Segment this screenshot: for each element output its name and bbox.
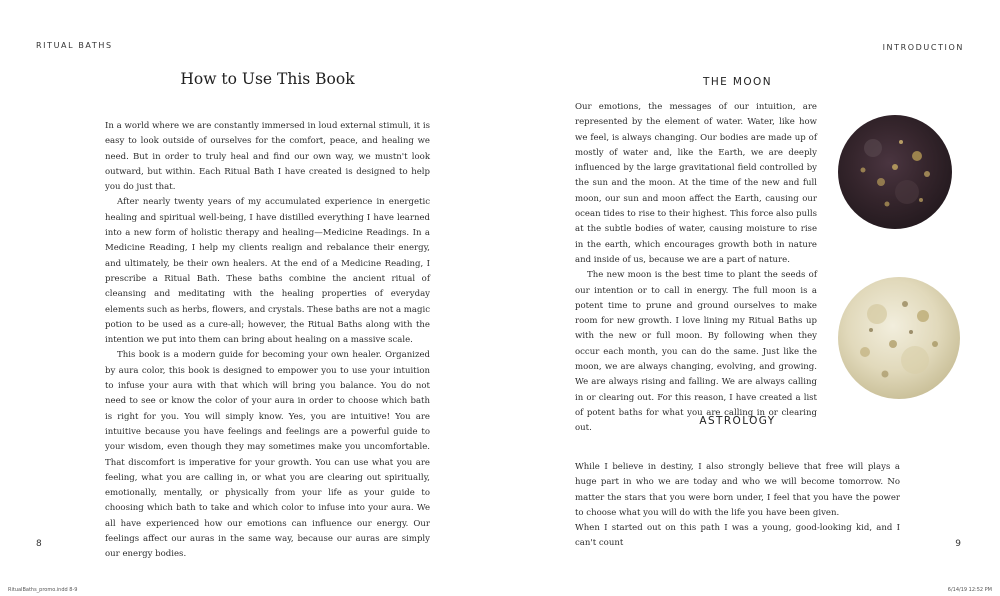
section-heading-astrology: ASTROLOGY	[699, 415, 776, 427]
page-number-left: 8	[36, 539, 42, 549]
section-heading-moon: THE MOON	[703, 76, 772, 88]
full-moon-icon	[835, 274, 963, 402]
paragraph: When I started out on this path I was a young, good-looking kid, and I can't count	[575, 523, 900, 549]
paragraph: The new moon is the best time to plant the seeds of our intention or to call in energy. The full moon is a potent time to prune and ground ourselves to make room for new growth. I love lining my Ritual Baths up with the new or full moon. By following when they occur each month, you can do the same. Just like the moon, we are always changing, evolving, and growing. We are always rising and falling. We are always calling in or clearing out. For this reason, I have created a list of potent baths for what you are calling in or clearing out.	[575, 270, 817, 434]
astrology-body-text	[575, 460, 900, 552]
paragraph: In a world where we are constantly immersed in loud external stimuli, it is easy to look outside of ourselves for the comfort, peace, and healing we need. But in order to truly heal and find our own way, we mustn't look outward, but within. Each Ritual Bath I have created is designed to help you do just that.	[105, 121, 430, 193]
paragraph: This book is a modern guide for becoming your own healer. Organized by aura color, this book is designed to empower you to use your intuition to infuse your aura with that which will bring you balance. You do not need to see or know the color of your aura in order to choose which bath is right for you. You will simply know. Yes, you are intuitive! You are intuitive because you have feelings and feelings are a powerful guide to your wisdom, even though they may sometimes make you uncomfortable. That discomfort is imperative for your growth. You can use what you are feeling, what you are calling in, or what you are clearing out spiritually, emotionally, mentally, or physically from your life as your guide to choosing which bath to take and which color to infuse into your aura. We all have experienced how our emotions can influence our energy. Our feelings affect our auras in the same way, because our auras are simply our energy bodies.	[105, 350, 430, 560]
paragraph: While I believe in destiny, I also strongly believe that free will plays a huge part in who we are today and who we will become tomorrow. No matter the stars that you were born under, I feel that you have the power to choose what you will do with the life you have been given.	[575, 462, 900, 518]
moon-body-text	[575, 100, 817, 437]
running-head-right: INTRODUCTION	[882, 43, 964, 52]
page-title: How to Use This Book	[180, 70, 355, 88]
new-moon-icon	[835, 112, 955, 232]
paragraph: Our emotions, the messages of our intuition, are represented by the element of water. Water, like how we feel, is always changing. Our bodies are made up of mostly of water and, like the Earth, we are deeply influenced by the large gravitational field controlled by the sun and the moon. At the time of the new and full moon, our sun and moon affect the Earth, causing our ocean tides to rise to their highest. This force also pulls at the subtle bodies of water, causing moisture to rise in the earth, which encourages growth both in nature and inside of us, because we are a part of nature.	[575, 102, 817, 265]
running-head-left: RITUAL BATHS	[36, 41, 113, 50]
page-number-right: 9	[955, 539, 961, 549]
right-page	[500, 0, 1000, 596]
print-slug-left: RitualBaths_promo.indd 8-9	[8, 587, 78, 593]
paragraph: After nearly twenty years of my accumulated experience in energetic healing and spiritual well-being, I have distilled everything I have learned into a new form of holistic therapy and healing—Medicine Readings. In a Medicine Reading, I help my clients realign and rebalance their energy, and ultimately, be their own healers. At the end of a Medicine Reading, I prescribe a Ritual Bath. These baths combine the ancient ritual of cleansing and meditating with the healing properties of everyday elements such as herbs, flowers, and crystals. These baths are not a magic potion to be used as a cure-all; however, the Ritual Baths along with the intention we put into them can bring about healing on a massive scale.	[105, 197, 430, 346]
print-slug-right: 6/14/19 12:52 PM	[947, 587, 992, 593]
left-body-text	[105, 119, 430, 563]
